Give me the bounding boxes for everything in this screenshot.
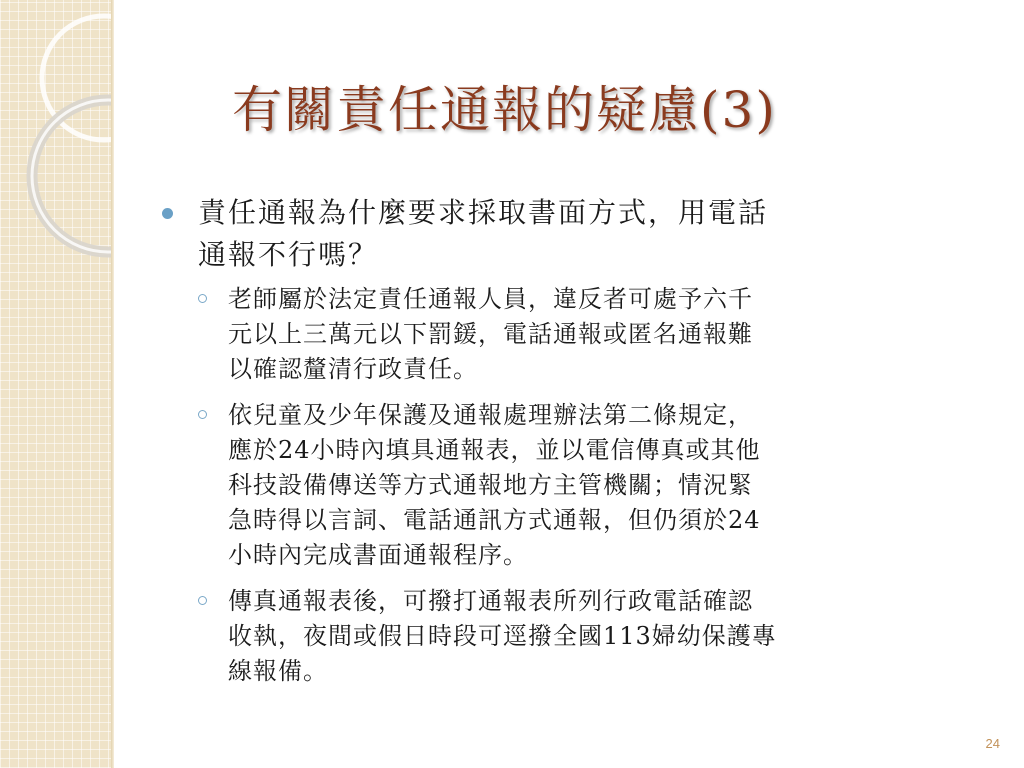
answer-list bbox=[160, 282, 960, 689]
slide-content bbox=[160, 192, 960, 700]
bullet-ring-icon bbox=[198, 596, 207, 605]
answer-point-2 bbox=[160, 398, 960, 573]
bullet-ring-icon bbox=[198, 410, 207, 419]
answer-line: 老師屬於法定責任通報人員，違反者可處予六千 bbox=[228, 285, 753, 313]
question-line: 通報不行嗎？ bbox=[198, 238, 379, 271]
question-bullet bbox=[160, 192, 960, 276]
slide-title: 有關責任通報的疑慮(3) bbox=[232, 81, 777, 139]
answer-line: 小時內完成書面通報程序。 bbox=[228, 541, 528, 569]
answer-line: 依兒童及少年保護及通報處理辦法第二條規定， bbox=[228, 401, 753, 429]
answer-line: 線報備。 bbox=[228, 657, 328, 685]
bullet-dot-icon bbox=[162, 208, 173, 219]
page-number: 24 bbox=[985, 736, 1000, 751]
decorative-side-panel bbox=[0, 0, 113, 768]
answer-line: 以確認釐清行政責任。 bbox=[228, 355, 478, 383]
bullet-ring-icon bbox=[198, 294, 207, 303]
answer-point-3 bbox=[160, 584, 960, 689]
answer-line: 科技設備傳送等方式通報地方主管機關；情況緊 bbox=[228, 471, 753, 499]
answer-point-1 bbox=[160, 282, 960, 387]
side-panel-edge bbox=[111, 0, 114, 768]
answer-line: 急時得以言詞、電話通訊方式通報，但仍須於24 bbox=[228, 506, 761, 534]
answer-line: 收執，夜間或假日時段可逕撥全國113婦幼保護專 bbox=[228, 622, 777, 650]
answer-line: 傳真通報表後，可撥打通報表所列行政電話確認 bbox=[228, 587, 753, 615]
question-line: 責任通報為什麼要求採取書面方式，用電話 bbox=[198, 196, 769, 229]
decorative-circles-icon bbox=[0, 0, 113, 300]
answer-line: 應於24小時內填具通報表，並以電信傳真或其他 bbox=[228, 436, 761, 464]
answer-line: 元以上三萬元以下罰鍰，電話通報或匿名通報難 bbox=[228, 320, 753, 348]
